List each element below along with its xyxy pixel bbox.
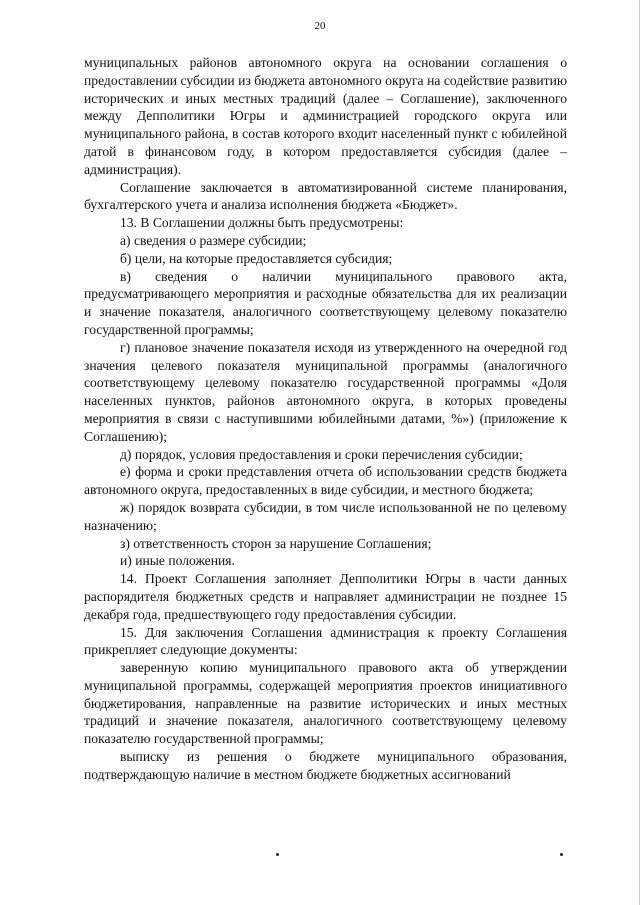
document-body (84, 54, 567, 784)
page-number: 20 (314, 20, 326, 32)
paragraph-13-i: и) иные положения. (120, 553, 235, 569)
paragraph-13-d: д) порядок, условия предоставления и сроки перечисления субсидии; (120, 446, 523, 462)
paragraph-15: 15. Для заключения Соглашения администрация к проекту Соглашения прикрепляет следующие документы: (84, 624, 567, 658)
scan-speck (560, 853, 563, 856)
paragraph-15-budget-extract: выписку из решения о бюджете муниципального образования, подтверждающую наличие в местном бюджете бюджетных ассигнований (84, 749, 567, 782)
paragraph-13-e: е) форма и сроки представления отчета об использовании средств бюджета автономного округа, предоставленных в виде субсидии, и местного бюджета; (84, 464, 567, 498)
paragraph-agreement-system: Соглашение заключается в автоматизированной системе планирования, бухгалтерского учета и анализа исполнения бюджета «Бюджет». (84, 179, 567, 213)
paragraph-13-b: б) цели, на которые предоставляется субсидия; (120, 250, 393, 266)
paragraph-15-program-copy: заверенную копию муниципального правового акта об утверждении муниципальной программы, содержащей мероприятия проектов инициативного бюджетирования, направленные на развитие исторических и иных местных традиций и значение показателя, аналогичного соответствующему целевому показателю государственной программы; (84, 660, 567, 747)
paragraph-13-v: в) сведения о наличии муниципального правового акта, предусматривающего мероприятия и расходные обязательства для их реализации и значение показателя, аналогичного соответствующему целевому показателю государственной программы; (84, 268, 567, 337)
paragraph-13-heading: 13. В Соглашении должны быть предусмотрены: (120, 215, 404, 231)
paragraph-13-z: з) ответственность сторон за нарушение Соглашения; (120, 535, 432, 551)
paragraph-13-g: г) плановое значение показателя исходя из утвержденного на очередной год значения целевого показателя муниципальной программы (аналогичного соответствующему целевому показателю государственной программы «Доля населенных пунктов, районов автономного округа, в которых проведены мероприятия в связи с наступившими юбилейными датами, %») (приложение к Соглашению); (84, 339, 567, 444)
paragraph-continuation: муниципальных районов автономного округа на основании соглашения о предоставлении субсидии из бюджета автономного округа на содействие развитию исторических и иных местных традиций (далее – Соглашение), заключенного между Депполитики Югры и администрацией городского округа или муниципального района, в состав которого входит населенный пункт с юбилейной датой в финансовом году, в котором предоставляется субсидия (далее – администрация). (84, 55, 567, 177)
paragraph-14: 14. Проект Соглашения заполняет Депполитики Югры в части данных распорядителя бюджетных средств и направляет администрации не позднее 15 декабря года, предшествующего году предоставления субсидии. (84, 571, 567, 622)
paragraph-13-zh: ж) порядок возврата субсидии, в том числе использованной не по целевому назначению; (84, 499, 567, 533)
paragraph-13-a: а) сведения о размере субсидии; (120, 232, 307, 248)
scan-speck (276, 853, 279, 856)
